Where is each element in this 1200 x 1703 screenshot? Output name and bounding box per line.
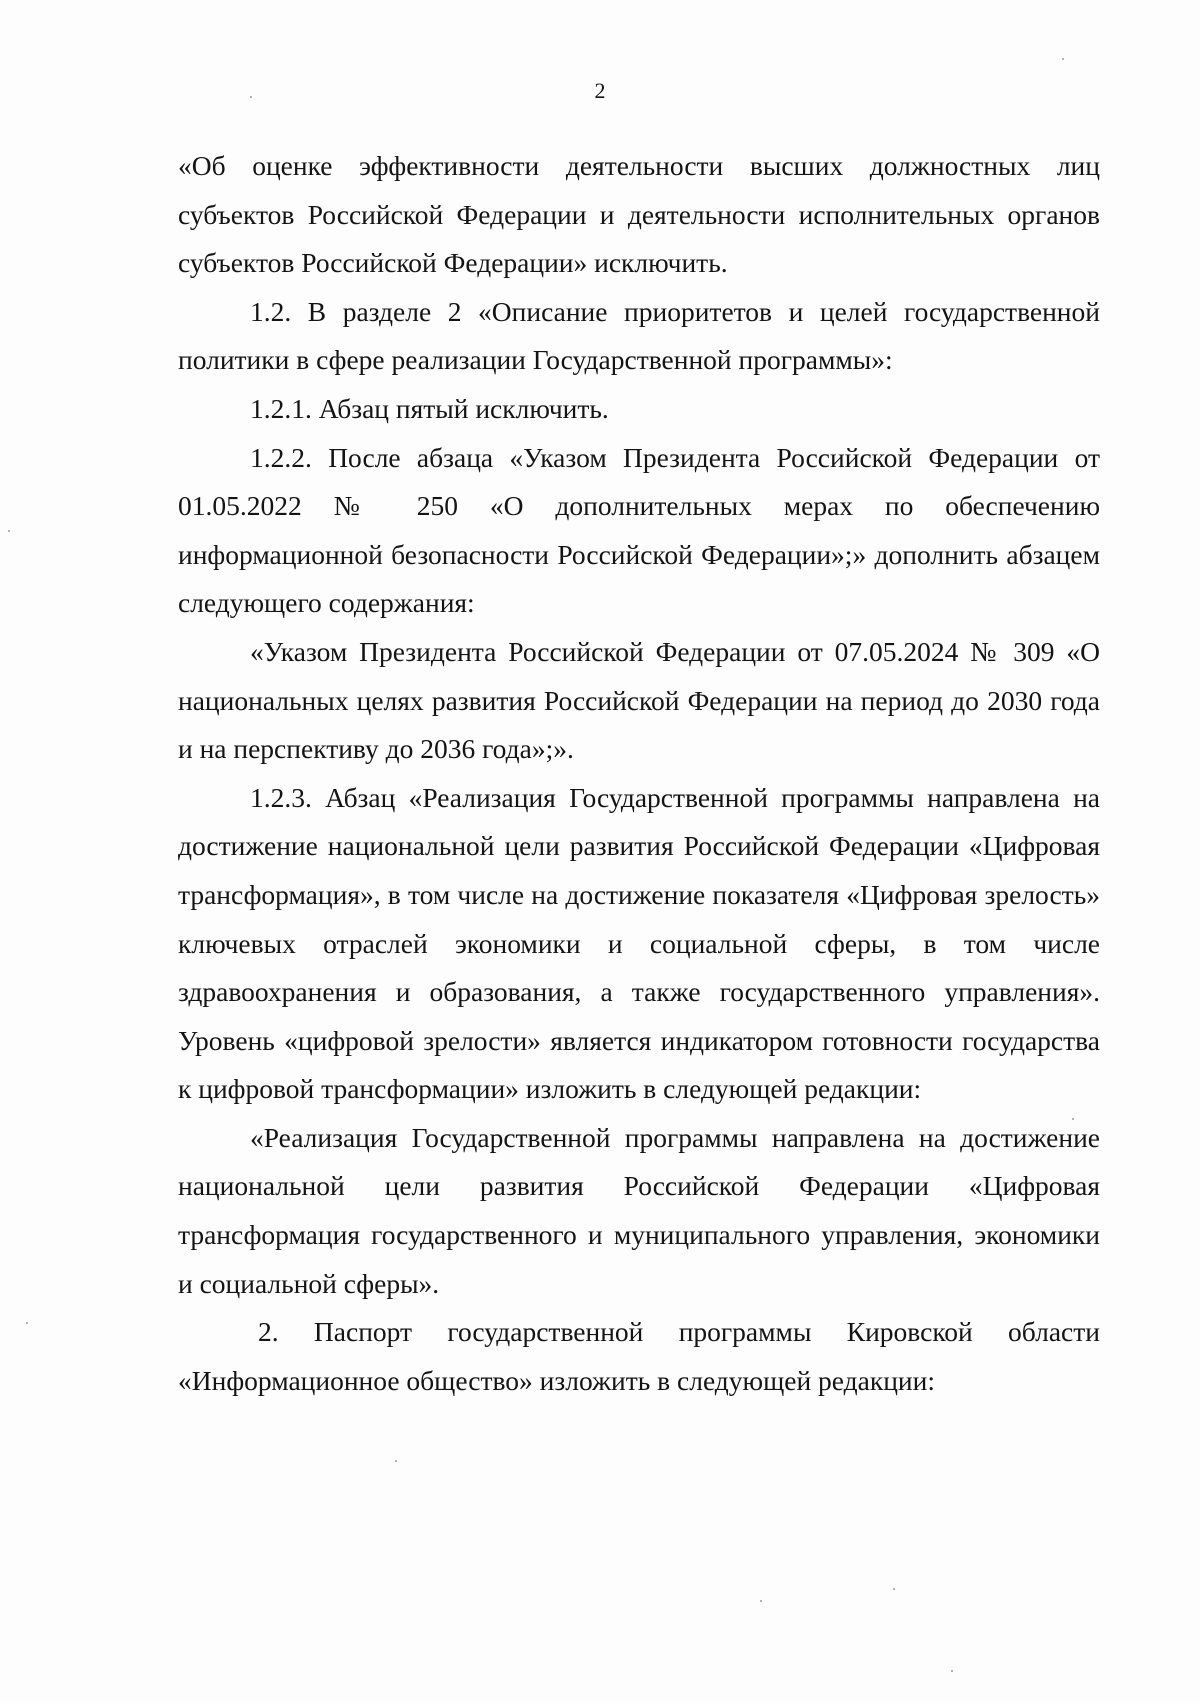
scan-speck — [893, 1588, 895, 1590]
paragraph-quote-new-wording: «Реализация Государственной программы направлена на достижение национальной цели развития Российской Федерации «Цифровая трансформация государственного и муниципального управления, экономики и социальной сферы». — [178, 1121, 1100, 1299]
document-body — [178, 142, 1100, 1405]
scan-speck — [951, 1670, 953, 1672]
paragraph-1-2: 1.2. В разделе 2 «Описание приоритетов и целей государственной политики в сфере реализации Государственной программы»: — [178, 295, 1100, 376]
paragraph-quote-decree-309: «Указом Президента Российской Федерации от 07.05.2024 № 309 «О национальных целях развития Российской Федерации на период до 2030 года и на перспективу до 2036 года»;». — [178, 635, 1100, 765]
paragraph-2: 2. Паспорт государственной программы Кировской области «Информационное общество» изложить в следующей редакции: — [178, 1316, 1100, 1396]
scan-speck — [8, 530, 10, 532]
paragraph-1-2-1: 1.2.1. Абзац пятый исключить. — [250, 392, 609, 424]
page-number: 2 — [594, 78, 606, 103]
scan-speck — [395, 1460, 397, 1462]
scan-speck — [760, 1600, 762, 1602]
paragraph-1-2-3: 1.2.3. Абзац «Реализация Государственной программы направлена на достижение национальной цели развития Российской Федерации «Цифровая трансформация», в том числе на достижение показателя «Цифровая зрелость» ключевых отраслей экономики и социальной сферы, в том числе здравоохранения и образования, а также государственного управления». Уровень «цифровой зрелости» является индикатором готовности государства к цифровой трансформации» изложить в следующей редакции: — [178, 781, 1100, 1105]
scan-speck — [1072, 1118, 1074, 1120]
scan-speck — [26, 1322, 28, 1324]
paragraph-continuation: «Об оценке эффективности деятельности высших должностных лиц субъектов Российской Федерации и деятельности исполнительных органов субъектов Российской Федерации» исключить. — [178, 150, 1100, 279]
scan-speck — [250, 96, 252, 98]
scan-speck — [1062, 58, 1064, 60]
paragraph-1-2-2: 1.2.2. После абзаца «Указом Президента Российской Федерации от 01.05.2022 № 250 «О дополнительных мерах по обеспечению информационной безопасности Российской Федерации»;» дополнить абзацем следующего содержания: — [178, 441, 1100, 619]
